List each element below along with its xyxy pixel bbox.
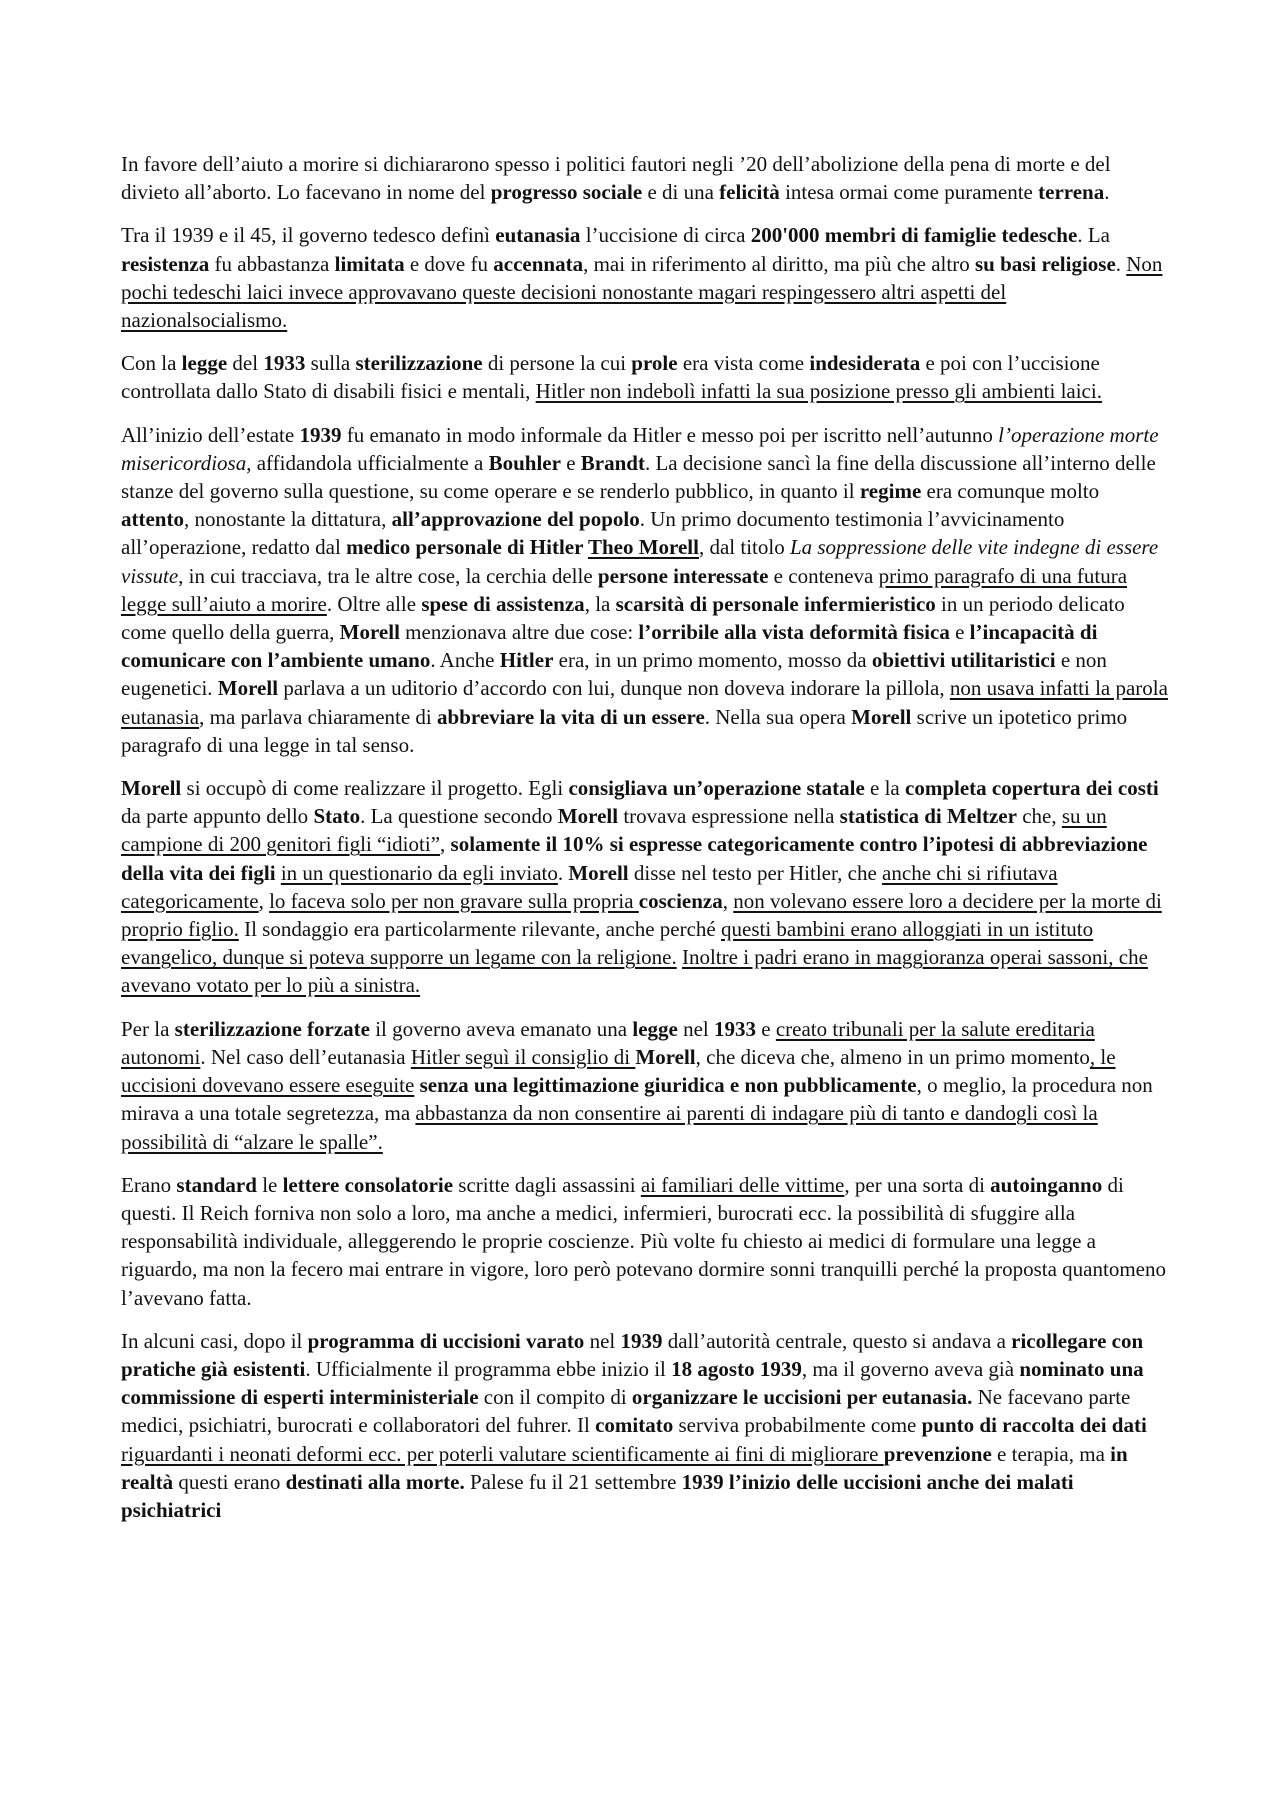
text-run: All’inizio dell’estate <box>121 422 300 447</box>
text-run: che, <box>1016 804 1062 829</box>
bold-text: l’incapacità di comunicare con l’ambiente umano <box>121 620 1098 673</box>
text-run: fu abbastanza <box>209 251 335 276</box>
text-run: , <box>440 832 451 857</box>
text-run: In alcuni casi, dopo il <box>121 1328 308 1353</box>
text-run: . Nella sua opera <box>704 704 852 729</box>
bold-text: all’approvazione del popolo <box>391 507 640 532</box>
bold-text: 1939 <box>299 422 342 447</box>
bold-text: 1939 <box>620 1328 663 1353</box>
italic-text: l’operazione morte misericordiosa <box>121 422 1159 475</box>
bold-text: limitata <box>334 251 405 276</box>
text-run: dall’autorità centrale, questo si andava a <box>662 1328 1012 1353</box>
text-run: il governo aveva emanato una <box>369 1016 633 1041</box>
text-run: . <box>557 860 569 885</box>
text-run: e di una <box>642 180 720 205</box>
paragraph-4 <box>121 421 1171 759</box>
bold-text: medico personale di Hitler <box>346 535 588 560</box>
document-body <box>121 150 1171 1539</box>
bold-text: standard <box>176 1172 257 1197</box>
underlined-text: Hitler seguì il consiglio di <box>410 1044 636 1069</box>
bold-text: Morell <box>121 776 182 801</box>
text-run: e non eugenetici. <box>121 648 1107 701</box>
text-run: sulla <box>305 351 356 376</box>
bold-text: Bouhler <box>488 450 561 475</box>
text-run: questi erano <box>173 1469 286 1494</box>
bold-text: scarsità di personale infermieristico <box>615 591 936 616</box>
text-run: trovava espressione nella <box>618 804 840 829</box>
text-run: menzionava altre due cose: <box>399 620 639 645</box>
bold-text: accennata <box>493 251 584 276</box>
underlined-text: abbastanza da non consentire ai parenti di indagare più di tanto e dandogli così la possibilità di “alzare le spalle”. <box>121 1101 1098 1154</box>
text-run: del <box>227 351 264 376</box>
bold-text: abbreviare la vita di un essere <box>437 704 705 729</box>
paragraph-5 <box>121 774 1171 1000</box>
text-run: , ma parlava chiaramente di <box>199 704 438 729</box>
bold-text: terrena <box>1038 180 1105 205</box>
bold-text: eutanasia <box>495 223 581 248</box>
underlined-text: Non pochi tedeschi laici invece approvavano queste decisioni nonostante magari respingessero altri aspetti del nazionalsocialismo. <box>121 251 1163 333</box>
bold-text: regime <box>859 479 922 504</box>
bold-text: Morell <box>635 1044 696 1069</box>
underlined-text: non usava infatti la parola eutanasia <box>121 676 1168 729</box>
text-run: . Ufficialmente il programma ebbe inizio il <box>305 1356 672 1381</box>
bold-text: programma di uccisioni varato <box>307 1328 585 1353</box>
underlined-text: primo paragrafo di una futura legge sull’aiuto a morire <box>121 563 1128 616</box>
text-run: . Anche <box>430 648 500 673</box>
text-run: fu emanato in modo informale da Hitler e messo poi per iscritto nell’autunno <box>341 422 999 447</box>
underlined-text: anche chi si rifiutava categoricamente <box>121 860 1058 913</box>
text-run: l’uccisione di circa <box>580 223 751 248</box>
bold-text: legge <box>181 351 228 376</box>
paragraph-7 <box>121 1171 1171 1312</box>
bold-text: resistenza <box>121 251 210 276</box>
text-run: Per la <box>121 1016 175 1041</box>
bold-underlined-text: Theo Morell <box>587 535 699 560</box>
text-run: In favore dell’aiuto a morire si dichiararono spesso i politici fautori negli ’20 dell’abolizione della pena di morte e del divieto all’aborto. Lo facevano in nome del <box>121 152 1111 205</box>
text-run: disse nel testo per Hitler, che <box>628 860 883 885</box>
bold-text: Morell <box>851 704 912 729</box>
bold-text: persone interessate <box>597 563 769 588</box>
text-run: , per una sorta di <box>844 1172 991 1197</box>
text-run: serviva probabilmente come <box>673 1413 922 1438</box>
text-run: intesa ormai come puramente <box>779 180 1039 205</box>
bold-text: ricollegare con pratiche già esistenti <box>121 1328 1144 1381</box>
bold-text: destinati alla morte. <box>285 1469 465 1494</box>
text-run: da parte appunto dello <box>121 804 314 829</box>
text-run: . La decisione sancì la fine della discussione all’interno delle stanze del governo sulla questione, su come operare e se renderlo pubblico, in quanto il <box>121 450 1156 504</box>
bold-text: Stato <box>313 804 361 829</box>
bold-text: su basi religiose <box>974 251 1116 276</box>
text-run: scritte dagli assassini <box>453 1172 641 1197</box>
text-run: . Oltre alle <box>326 591 422 616</box>
text-run: in un periodo delicato come quello della guerra, <box>121 591 1125 645</box>
bold-text: 18 agosto 1939 <box>671 1356 802 1381</box>
text-run: e poi con l’uccisione controllata dallo Stato di disabili fisici e mentali, <box>121 351 1100 404</box>
text-run: . <box>1104 180 1110 205</box>
text-run: , ma il governo aveva già <box>801 1356 1020 1381</box>
bold-text: Morell <box>568 860 629 885</box>
text-run: era comunque molto <box>921 479 1100 504</box>
paragraph-6 <box>121 1015 1171 1156</box>
text-run: era, in un primo momento, mosso da <box>553 648 872 673</box>
underlined-text: Hitler non indebolì infatti la sua posizione presso gli ambienti laici. <box>535 379 1102 404</box>
underlined-text: riguardanti i neonati deformi ecc. per poterli valutare scientificamente ai fini di migliorare <box>121 1441 884 1466</box>
text-run: , la <box>584 591 616 616</box>
text-run: Tra il 1939 e il 45, il governo tedesco definì <box>121 223 496 248</box>
text-run: con il compito di <box>478 1385 632 1410</box>
bold-text: consigliava un’operazione statale <box>568 776 865 801</box>
bold-text: legge <box>632 1016 678 1041</box>
bold-text: Morell <box>339 620 400 645</box>
bold-text: organizzare le uccisioni per eutanasia. <box>631 1385 973 1410</box>
text-run: scrive un ipotetico primo paragrafo di una legge in tal senso. <box>121 704 1128 757</box>
text-run: , o meglio, la procedura non mirava a una totale segretezza, ma <box>121 1073 1153 1126</box>
bold-text: Morell <box>217 676 279 701</box>
bold-text: l’orribile alla vista deformità fisica <box>638 620 950 645</box>
text-run: parlava a un uditorio d’accordo con lui, dunque non doveva indorare la pillola, <box>278 676 950 701</box>
text-run: , <box>258 888 270 913</box>
underlined-text: su un campione di 200 genitori figli “idioti” <box>121 804 1107 857</box>
italic-text: La soppressione delle vite indegne di essere vissute <box>121 535 1159 588</box>
bold-text: 1933 <box>714 1016 757 1041</box>
text-run: e <box>756 1016 776 1041</box>
bold-text: attento <box>121 507 184 532</box>
underlined-text: questi bambini erano alloggiati in un istituto evangelico, dunque si poteva supporre un legame con la religione. <box>121 917 1094 970</box>
underlined-text: , le uccisioni dovevano essere eseguite <box>121 1044 1116 1098</box>
text-run: Il sondaggio era particolarmente rilevante, anche perché <box>238 917 722 942</box>
text-run: . La questione secondo <box>360 804 558 829</box>
bold-text: coscienza <box>638 888 723 913</box>
bold-text: solamente il 10% si espresse categoricamente contro l’ipotesi di abbreviazione della vita dei figli <box>121 832 1148 885</box>
bold-text: nominato una commissione di esperti interministeriale <box>121 1356 1144 1410</box>
text-run: Con la <box>121 351 182 376</box>
underlined-text: Inoltre i padri erano in maggioranza operai sassoni, che avevano votato per lo più a sinistra. <box>121 945 1148 998</box>
bold-text: Hitler <box>499 648 554 673</box>
text-run: era vista come <box>677 351 810 376</box>
bold-text: sterilizzazione <box>355 351 483 376</box>
underlined-text: ai familiari delle vittime <box>640 1172 845 1197</box>
text-run: , in cui tracciava, tra le altre cose, la cerchia delle <box>178 563 598 588</box>
text-run: Ne facevano parte medici, psichiatri, burocrati e collaboratori del fuhrer. Il <box>121 1385 1131 1438</box>
bold-text: 200'000 membri di famiglie tedesche <box>750 223 1078 248</box>
bold-text: punto di raccolta dei dati <box>921 1413 1147 1438</box>
text-run: le <box>256 1172 283 1197</box>
underlined-text: lo faceva solo per non gravare sulla propria <box>269 888 639 913</box>
bold-text: felicità <box>719 180 780 205</box>
paragraph-2 <box>121 221 1171 334</box>
text-run: nel <box>584 1328 621 1353</box>
bold-text: completa copertura dei costi <box>905 776 1159 801</box>
text-run: Erano <box>121 1172 177 1197</box>
text-run: . Nel caso dell’eutanasia <box>200 1044 411 1069</box>
bold-text: spese di assistenza <box>421 591 585 616</box>
text-run: e la <box>864 776 906 801</box>
text-run: , <box>722 888 734 913</box>
bold-text: in realtà <box>121 1441 1128 1494</box>
bold-text: autoinganno <box>990 1172 1103 1197</box>
text-run: si occupò di come realizzare il progetto. Egli <box>181 776 569 801</box>
text-run: . <box>1115 251 1127 276</box>
bold-text: 1939 l’inizio delle uccisioni anche dei malati psichiatrici <box>121 1469 1074 1522</box>
text-run: nel <box>677 1016 715 1041</box>
underlined-text: creato tribunali per la salute ereditaria autonomi <box>121 1016 1095 1069</box>
bold-text: senza una legittimazione giuridica e non pubblicamente <box>419 1073 917 1098</box>
bold-text: prevenzione <box>883 1441 992 1466</box>
bold-text: lettere consolatorie <box>282 1172 454 1197</box>
bold-text: indesiderata <box>809 351 921 376</box>
bold-text: comitato <box>595 1413 674 1438</box>
paragraph-8 <box>121 1327 1171 1524</box>
text-run: di questi. Il Reich forniva non solo a loro, ma anche a medici, infermieri, burocrati ecc. la possibilità di sfuggire alla responsabilità individuale, alleggerendo le proprie coscienze. Più volte fu chiesto ai medici di formulare una legge a riguardo, ma non la fecero mai entrare in vigore, loro però potevano dormire sonni tranquilli perché la proposta quantomeno l’avevano fatta. <box>121 1172 1166 1310</box>
paragraph-3 <box>121 349 1171 405</box>
underlined-text: non volevano essere loro a decidere per la morte di proprio figlio. <box>121 888 1162 942</box>
text-run: e dove fu <box>404 251 494 276</box>
text-run: , nonostante la dittatura, <box>183 507 392 532</box>
text-run: , mai in riferimento al diritto, ma più che altro <box>583 251 975 276</box>
bold-text: prole <box>631 351 678 376</box>
text-run: , dal titolo <box>698 535 790 560</box>
bold-text: Brandt <box>580 450 645 475</box>
paragraph-1 <box>121 150 1171 206</box>
bold-text: 1933 <box>263 351 306 376</box>
text-run: , affidandola ufficialmente a <box>246 450 489 475</box>
bold-text: Morell <box>557 804 619 829</box>
text-run: e <box>560 450 581 475</box>
text-run: , che diceva che, almeno in un primo momento <box>695 1044 1090 1069</box>
text-run: e terapia, ma <box>991 1441 1111 1466</box>
bold-text: obiettivi utilitaristici <box>871 648 1056 673</box>
text-run: Palese fu il 21 settembre <box>464 1469 682 1494</box>
bold-text: progresso sociale <box>490 180 643 205</box>
text-run: . La <box>1077 223 1110 248</box>
text-run: e conteneva <box>768 563 879 588</box>
underlined-text: in un questionario da egli inviato <box>280 860 558 885</box>
text-run: e <box>949 620 970 645</box>
bold-text: statistica di Meltzer <box>839 804 1017 829</box>
text-run: di persone la cui <box>482 351 632 376</box>
text-run: . Un primo documento testimonia l’avvicinamento all’operazione, redatto dal <box>121 507 1065 560</box>
bold-text: sterilizzazione forzate <box>174 1016 370 1041</box>
